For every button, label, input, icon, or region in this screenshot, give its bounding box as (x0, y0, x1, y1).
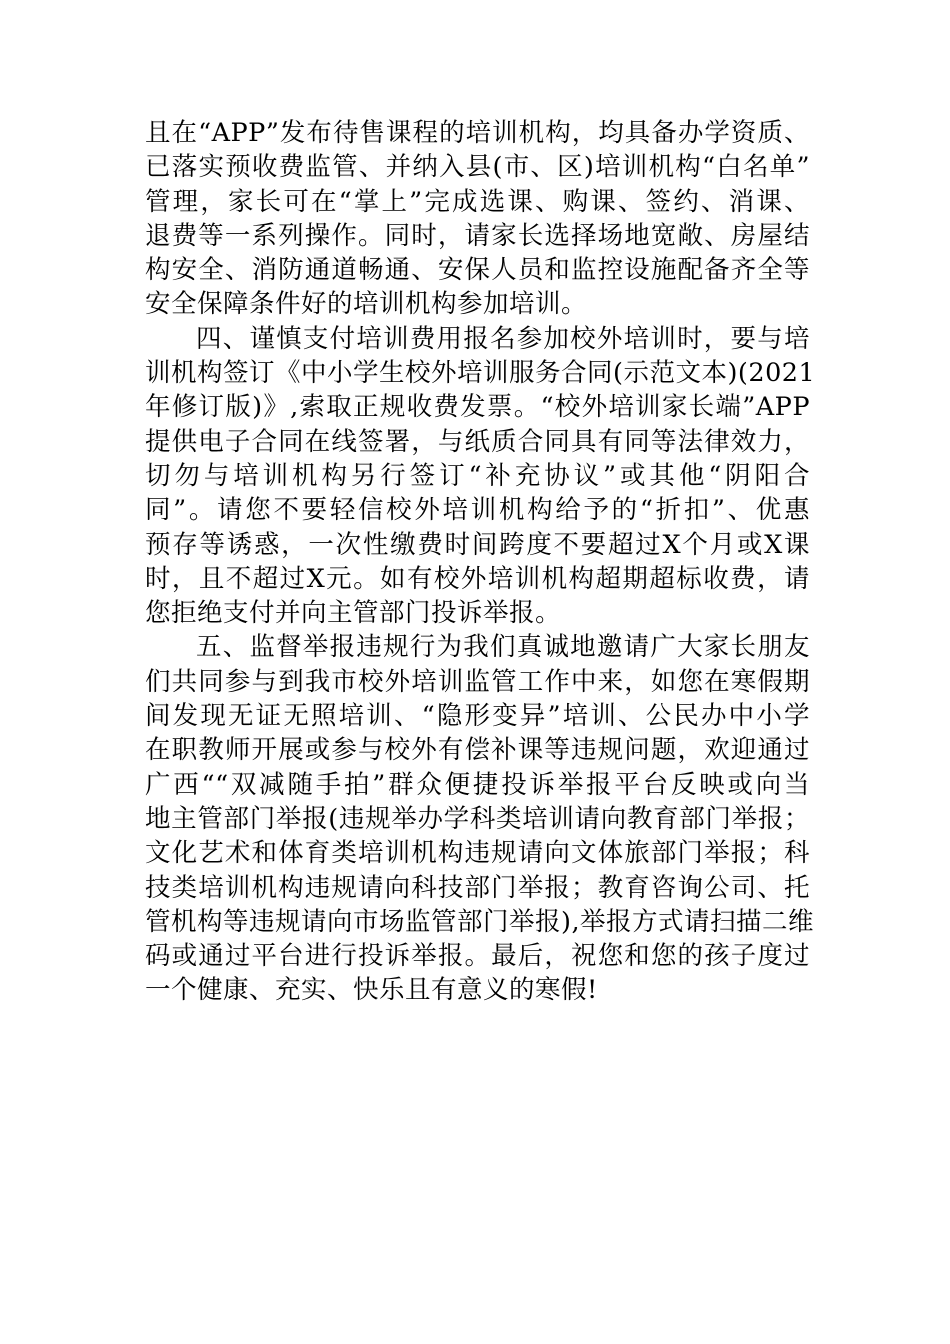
text-line: 训机构签订《中小学生校外培训服务合同(示范文本)(2021 (145, 358, 816, 389)
body-text (145, 116, 816, 1008)
text-line: 时，且不超过X元。如有校外培训机构超期超标收费，请 (145, 563, 810, 594)
text-line: 地主管部门举报(违规举办学科类培训请向教育部门举报； (145, 803, 810, 834)
text-line: 已落实预收费监管、并纳入县(市、区)培训机构“白名单” (145, 152, 810, 183)
text-line: 码或通过平台进行投诉举报。最后，祝您和您的孩子度过 (145, 941, 810, 972)
text-line: 文化艺术和体育类培训机构违规请向文体旅部门举报；科 (145, 838, 810, 869)
text-line: 间发现无证无照培训、“隐形变异”培训、公民办中小学 (145, 701, 810, 732)
text-line: 一个健康、充实、快乐且有意义的寒假! (145, 975, 598, 1006)
text-line: 四、谨慎支付培训费用报名参加校外培训时，要与培 (196, 323, 810, 354)
text-line: 预存等诱惑，一次性缴费时间跨度不要超过X个月或X课 (145, 529, 810, 560)
paragraph-section-four (145, 322, 816, 631)
text-line: 管机构等违规请向市场监管部门举报),举报方式请扫描二维 (145, 906, 815, 937)
text-line: 退费等一系列操作。同时，请家长选择场地宽敞、房屋结 (145, 220, 810, 251)
text-line: 安全保障条件好的培训机构参加培训。 (145, 289, 588, 320)
text-line: 广西““双减随手拍”群众便捷投诉举报平台反映或向当 (145, 769, 810, 800)
text-line: 在职教师开展或参与校外有偿补课等违规问题，欢迎通过 (145, 735, 810, 766)
text-line: 切勿与培训机构另行签订“补充协议”或其他“阴阳合 (145, 460, 810, 491)
paragraph-platform-notice (145, 116, 810, 322)
text-line: 构安全、消防通道畅通、安保人员和监控设施配备齐全等 (145, 255, 810, 286)
text-line: 五、监督举报违规行为我们真诚地邀请广大家长朋友 (196, 632, 810, 663)
text-line: 且在“APP”发布待售课程的培训机构，均具备办学资质、 (145, 118, 810, 148)
text-line: 同”。请您不要轻信校外培训机构给予的“折扣”、优惠 (145, 495, 810, 526)
paragraph-section-five (145, 630, 815, 1007)
text-line: 您拒绝支付并向主管部门投诉举报。 (145, 598, 562, 629)
text-line: 们共同参与到我市校外培训监管工作中来，如您在寒假期 (145, 666, 810, 697)
text-line: 提供电子合同在线签署，与纸质合同具有同等法律效力， (145, 426, 810, 457)
text-line: 年修订版)》,索取正规收费发票。“校外培训家长端”APP (145, 392, 810, 423)
text-line: 管理，家长可在“掌上”完成选课、购课、签约、消课、 (145, 186, 810, 217)
text-line: 技类培训机构违规请向科技部门举报；教育咨询公司、托 (145, 872, 810, 903)
